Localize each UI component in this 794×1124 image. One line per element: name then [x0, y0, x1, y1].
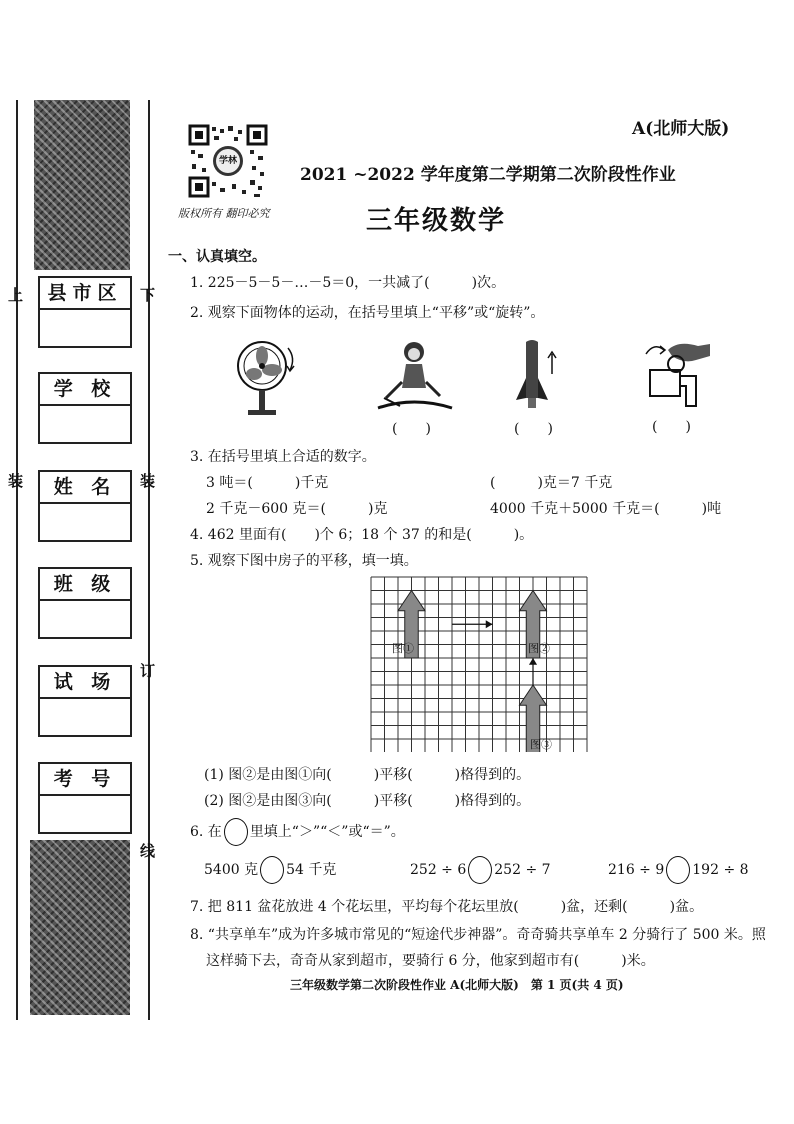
seal-char-right: 订 — [140, 662, 156, 680]
seal-char-right: 下 — [140, 286, 156, 304]
compare-circle[interactable] — [468, 856, 492, 884]
question-6 — [190, 818, 405, 846]
binding-line-left — [16, 100, 18, 1020]
question-8-line-2: 这样骑下去，奇奇从家到超市，要骑行 6 分，他家到超市有( )米。 — [206, 953, 655, 969]
copyright-note: 版权所有 翻印必究 — [178, 207, 270, 220]
compare-right: 252 ÷ 7 — [494, 862, 551, 878]
question-1: 1. 225－5－5－…－5＝0，一共减了( )次。 — [190, 275, 506, 291]
info-blank[interactable] — [40, 796, 130, 832]
seal-char-right: 装 — [140, 472, 156, 490]
compare-circle[interactable] — [666, 856, 690, 884]
info-label: 学 校 — [40, 374, 130, 406]
seal-char-right: 线 — [140, 842, 156, 860]
info-box-school[interactable] — [38, 372, 132, 444]
answer-blank[interactable]: ( ) — [514, 421, 553, 437]
info-label: 班 级 — [40, 569, 130, 601]
question-2: 2. 观察下面物体的运动，在括号里填上“平移”或“旋转”。 — [190, 305, 545, 321]
info-box-county[interactable] — [38, 276, 132, 348]
question-3a: 3 吨＝( )千克 — [206, 475, 329, 491]
figure-label-2: 图② — [528, 642, 550, 655]
page-title: 三年级数学 — [366, 206, 507, 236]
question-6-prefix: 6. 在 — [190, 824, 222, 840]
question-4: 4. 462 里面有( )个 6；18 个 37 的和是( )。 — [190, 527, 534, 543]
info-blank[interactable] — [40, 699, 130, 735]
info-blank[interactable] — [40, 601, 130, 637]
page-footer: 三年级数学第二次阶段性作业 A(北师大版) 第 1 页(共 4 页) — [290, 978, 624, 992]
info-label: 试 场 — [40, 667, 130, 699]
question-6-suffix: 里填上“＞”“＜”或“＝”。 — [249, 824, 405, 840]
binding-line-right — [148, 100, 150, 1020]
answer-blank[interactable]: ( ) — [652, 419, 691, 435]
compare-left: 5400 克 — [204, 862, 259, 878]
info-box-name[interactable] — [38, 470, 132, 542]
rocket-picture — [508, 338, 558, 416]
info-box-room[interactable] — [38, 665, 132, 737]
question-3b: ( )克＝7 千克 — [490, 475, 613, 491]
info-blank[interactable] — [40, 504, 130, 540]
compare-item — [410, 856, 551, 884]
qr-center-logo-text: 学林 — [218, 156, 237, 166]
binding-pattern-top — [34, 100, 130, 270]
section-heading: 一、认真填空。 — [168, 249, 266, 265]
translation-grid-figure — [370, 576, 592, 752]
answer-blank[interactable]: ( ) — [392, 421, 431, 437]
swing-girl-picture — [376, 338, 454, 418]
qr-code — [188, 124, 268, 198]
question-7: 7. 把 811 盆花放进 4 个花坛里，平均每个花坛里放( )盆，还剩( )盆。 — [190, 899, 704, 915]
compare-left: 252 ÷ 6 — [410, 862, 467, 878]
question-5: 5. 观察下图中房子的平移，填一填。 — [190, 553, 418, 569]
compare-right: 192 ÷ 8 — [692, 862, 749, 878]
seal-char-left: 上 — [8, 286, 24, 304]
figure-label-3: 图③ — [530, 738, 552, 751]
faucet-picture — [638, 340, 718, 414]
compare-circle[interactable] — [224, 818, 248, 846]
compare-left: 216 ÷ 9 — [608, 862, 665, 878]
question-3d: 4000 千克＋5000 千克＝( )吨 — [490, 501, 722, 517]
info-label: 考 号 — [40, 764, 130, 796]
question-3c: 2 千克－600 克＝( )克 — [206, 501, 388, 517]
grid-svg — [370, 576, 592, 752]
seal-char-left: 装 — [8, 472, 24, 490]
compare-item — [608, 856, 749, 884]
figure-label-1: 图① — [392, 642, 414, 655]
compare-right: 54 千克 — [286, 862, 337, 878]
question-5-1: (1) 图②是由图①向( )平移( )格得到的。 — [204, 767, 531, 783]
info-box-class[interactable] — [38, 567, 132, 639]
fan-picture — [230, 336, 302, 420]
question-3: 3. 在括号里填上合适的数字。 — [190, 449, 376, 465]
exam-subtitle: 2021 ~2022 学年度第二学期第二次阶段性作业 — [300, 165, 676, 185]
arrowhead — [529, 658, 537, 665]
compare-circle[interactable] — [260, 856, 284, 884]
question-5-2: (2) 图②是由图③向( )平移( )格得到的。 — [204, 793, 531, 809]
info-blank[interactable] — [40, 310, 130, 346]
compare-item — [204, 856, 336, 884]
info-label: 县市区 — [40, 278, 130, 310]
info-box-exam-number[interactable] — [38, 762, 132, 834]
info-blank[interactable] — [40, 406, 130, 442]
edition-label: A(北师大版) — [632, 119, 730, 139]
binding-pattern-bottom — [30, 840, 130, 1015]
info-label: 姓 名 — [40, 472, 130, 504]
question-8-line-1: 8. “共享单车”成为许多城市常见的“短途代步神器”。奇奇骑共享单车 2 分骑行了 500 米。照 — [190, 927, 766, 943]
arrowhead — [486, 620, 493, 628]
